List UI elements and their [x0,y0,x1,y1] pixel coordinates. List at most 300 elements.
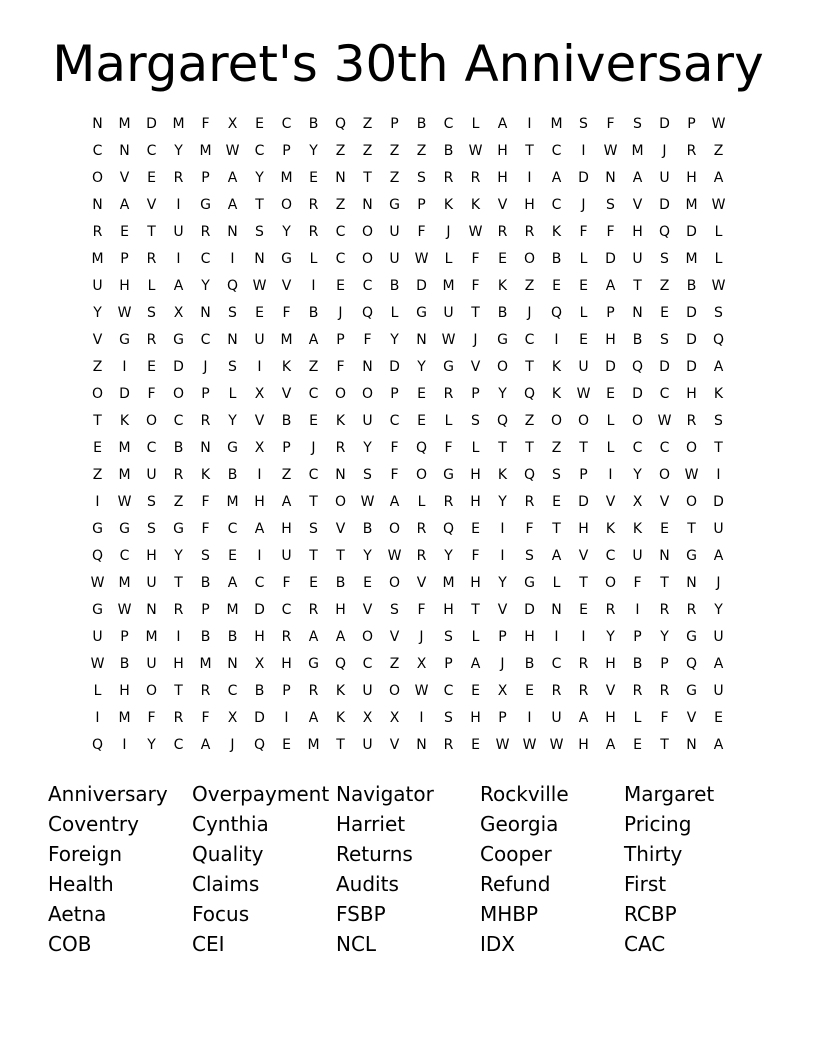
grid-letter: W [441,332,456,348]
grid-letter: I [176,251,181,267]
grid-letter: E [309,575,318,591]
grid-letter: R [335,440,346,456]
word-list-item: Foreign [48,842,123,866]
grid-letter: C [389,413,400,429]
grid-letter: L [714,224,723,240]
grid-letter: R [200,224,211,240]
grid-letter: S [255,224,264,240]
grid-letter: U [362,737,373,753]
grid-letter: U [632,548,643,564]
grid-letter: R [524,494,535,510]
grid-letter: S [228,359,237,375]
grid-letter: L [390,305,399,321]
grid-letter: R [281,629,292,645]
word-list-item: Pricing [624,812,692,836]
grid-letter: Q [226,278,239,294]
grid-letter: E [660,521,669,537]
grid-letter: X [632,494,643,510]
grid-letter: W [414,251,429,267]
grid-letter: I [608,467,613,483]
grid-letter: E [633,737,642,753]
grid-letter: O [145,683,158,699]
grid-letter: Y [174,143,183,159]
grid-letter: E [471,737,480,753]
grid-letter: E [255,116,264,132]
grid-letter: N [605,170,616,186]
grid-letter: Y [606,629,615,645]
grid-letter: S [444,629,453,645]
grid-letter: I [257,359,262,375]
grid-letter: P [471,386,480,402]
grid-letter: O [388,683,401,699]
grid-letter: O [361,629,374,645]
grid-letter: M [442,278,455,294]
grid-letter: Y [714,602,723,618]
grid-letter: J [446,224,451,240]
grid-letter: O [172,386,185,402]
grid-letter: B [497,305,508,321]
grid-letter: J [338,305,343,321]
puzzle-grid [84,111,732,759]
grid-letter: Z [92,359,103,375]
grid-letter: W [360,494,375,510]
grid-letter: T [147,224,156,240]
grid-letter: M [199,656,212,672]
grid-letter: U [362,683,373,699]
word-list-item: CEI [192,932,225,956]
grid-letter: M [118,116,131,132]
grid-letter: A [497,116,508,132]
grid-letter: C [551,656,562,672]
grid-letter: I [122,359,127,375]
grid-letter: S [444,710,453,726]
grid-letter: H [254,494,265,510]
grid-letter: O [388,575,401,591]
grid-letter: D [254,602,265,618]
grid-letter: A [254,521,265,537]
grid-letter: B [173,440,184,456]
grid-letter: C [146,440,157,456]
grid-letter: X [254,386,265,402]
grid-letter: B [254,683,265,699]
grid-letter: A [308,710,319,726]
grid-letter: I [122,737,127,753]
grid-letter: S [417,170,426,186]
grid-letter: H [470,575,481,591]
grid-letter: U [92,278,103,294]
grid-letter: P [579,467,588,483]
grid-letter: R [686,602,697,618]
grid-letter: R [686,143,697,159]
grid-letter: S [471,413,480,429]
grid-letter: Z [335,197,346,213]
grid-letter: A [713,737,724,753]
grid-letter: S [606,197,615,213]
grid-letter: W [549,737,564,753]
grid-letter: V [254,413,265,429]
grid-letter: M [91,251,104,267]
grid-letter: T [471,602,480,618]
grid-letter: N [92,116,103,132]
grid-letter: D [605,359,616,375]
grid-letter: Y [498,494,507,510]
grid-letter: V [362,602,373,618]
grid-letter: E [579,602,588,618]
grid-letter: Y [228,413,237,429]
grid-letter: B [200,575,211,591]
grid-letter: I [527,116,532,132]
word-list-item: Margaret [624,782,715,806]
grid-letter: E [552,278,561,294]
grid-letter: I [419,710,424,726]
grid-letter: M [226,602,239,618]
grid-letter: O [388,521,401,537]
grid-letter: G [173,521,184,537]
grid-letter: K [119,413,130,429]
grid-letter: F [363,332,372,348]
grid-letter: R [200,413,211,429]
grid-letter: W [225,143,240,159]
grid-letter: D [686,359,697,375]
grid-letter: C [200,251,211,267]
grid-letter: Z [389,143,400,159]
grid-letter: H [578,737,589,753]
grid-letter: Q [442,521,455,537]
grid-letter: R [551,683,562,699]
grid-letter: S [363,467,372,483]
grid-letter: T [174,575,183,591]
grid-letter: H [497,170,508,186]
grid-letter: O [523,251,536,267]
grid-letter: J [527,305,532,321]
grid-letter: E [363,575,372,591]
grid-letter: T [336,548,345,564]
grid-letter: R [659,602,670,618]
word-list-item: Anniversary [48,782,168,806]
grid-letter: O [361,251,374,267]
grid-letter: M [145,629,158,645]
grid-letter: B [227,629,238,645]
grid-letter: P [201,602,210,618]
grid-letter: P [633,629,642,645]
grid-letter: P [687,116,696,132]
grid-letter: V [497,602,508,618]
grid-letter: J [203,359,208,375]
grid-letter: D [686,332,697,348]
grid-letter: E [120,224,129,240]
word-list-item: IDX [480,932,515,956]
grid-letter: V [605,494,616,510]
grid-letter: P [498,629,507,645]
grid-letter: E [471,683,480,699]
grid-letter: M [631,143,644,159]
grid-letter: O [685,440,698,456]
grid-letter: I [230,251,235,267]
grid-letter: H [605,332,616,348]
grid-letter: O [685,494,698,510]
grid-letter: Z [389,656,400,672]
grid-letter: E [660,305,669,321]
grid-letter: S [228,305,237,321]
grid-letter: V [281,386,292,402]
grid-letter: R [173,710,184,726]
grid-letter: T [336,737,345,753]
grid-letter: N [416,737,427,753]
grid-letter: P [336,332,345,348]
grid-letter: H [254,629,265,645]
grid-letter: F [147,710,156,726]
grid-letter: Z [524,278,535,294]
word-list-item: Navigator [336,782,434,806]
grid-letter: T [552,521,561,537]
grid-letter: Q [361,305,374,321]
grid-letter: I [257,548,262,564]
grid-letter: D [389,359,400,375]
grid-letter: W [117,602,132,618]
grid-letter: A [551,170,562,186]
grid-letter: M [280,332,293,348]
grid-letter: Y [282,224,291,240]
grid-letter: L [714,251,723,267]
grid-letter: E [147,359,156,375]
grid-letter: E [93,440,102,456]
grid-letter: A [713,656,724,672]
grid-letter: S [660,251,669,267]
grid-letter: E [579,278,588,294]
grid-letter: A [227,170,238,186]
grid-letter: S [633,116,642,132]
grid-letter: T [93,413,102,429]
grid-letter: L [309,251,318,267]
grid-letter: W [90,575,105,591]
grid-letter: A [578,710,589,726]
grid-letter: L [228,386,237,402]
grid-letter: W [603,143,618,159]
grid-letter: R [578,683,589,699]
grid-letter: V [335,521,346,537]
grid-letter: C [173,413,184,429]
grid-letter: P [390,116,399,132]
grid-letter: H [119,278,130,294]
grid-letter: F [471,548,480,564]
grid-letter: X [173,305,184,321]
grid-letter: I [284,710,289,726]
grid-letter: T [660,737,669,753]
grid-letter: R [308,683,319,699]
grid-letter: D [632,386,643,402]
grid-letter: F [201,116,210,132]
grid-letter: Z [362,143,373,159]
grid-letter: T [714,440,723,456]
grid-letter: K [713,386,724,402]
grid-letter: S [147,494,156,510]
grid-letter: M [226,494,239,510]
grid-letter: T [660,575,669,591]
grid-letter: S [714,305,723,321]
grid-letter: T [687,521,696,537]
grid-letter: Q [334,656,347,672]
grid-letter: B [443,143,454,159]
grid-letter: F [525,521,534,537]
grid-letter: G [443,467,454,483]
grid-letter: F [471,251,480,267]
grid-letter: E [417,386,426,402]
grid-letter: P [390,386,399,402]
grid-letter: U [362,413,373,429]
grid-letter: A [200,737,211,753]
grid-letter: N [119,143,130,159]
grid-letter: O [361,224,374,240]
grid-letter: R [659,683,670,699]
grid-letter: K [335,710,346,726]
grid-letter: C [524,332,535,348]
grid-letter: B [389,278,400,294]
grid-letter: E [552,494,561,510]
grid-letter: F [444,440,453,456]
word-list-item: Claims [192,872,260,896]
grid-letter: U [632,251,643,267]
grid-letter: U [281,548,292,564]
grid-letter: H [470,467,481,483]
grid-letter: I [311,278,316,294]
grid-letter: T [579,440,588,456]
word-list-item: COB [48,932,92,956]
grid-letter: X [254,656,265,672]
grid-letter: O [145,413,158,429]
grid-letter: E [255,305,264,321]
grid-letter: U [389,251,400,267]
grid-letter: O [496,359,509,375]
grid-letter: B [416,116,427,132]
grid-letter: A [713,170,724,186]
grid-letter: S [525,548,534,564]
word-list-item: Health [48,872,114,896]
grid-letter: H [578,521,589,537]
word-list-item: First [624,872,667,896]
grid-letter: E [228,548,237,564]
grid-letter: M [118,440,131,456]
grid-letter: P [282,143,291,159]
grid-letter: T [363,170,372,186]
grid-letter: A [551,548,562,564]
grid-letter: B [119,656,130,672]
grid-letter: Z [173,494,184,510]
grid-letter: I [176,197,181,213]
grid-letter: D [578,170,589,186]
grid-letter: N [686,737,697,753]
grid-letter: Z [713,143,724,159]
grid-letter: Y [417,359,426,375]
grid-letter: F [606,116,615,132]
word-list-item: NCL [336,932,377,956]
grid-letter: F [201,710,210,726]
grid-letter: H [470,494,481,510]
grid-letter: F [390,440,399,456]
grid-letter: V [389,629,400,645]
grid-letter: S [552,467,561,483]
grid-letter: U [173,224,184,240]
word-list-item: RCBP [624,902,677,926]
grid-letter: U [146,656,157,672]
word-list-item: Quality [192,842,264,866]
word-list-item: Rockville [480,782,569,806]
grid-letter: G [524,575,535,591]
grid-letter: R [443,170,454,186]
grid-letter: C [443,683,454,699]
grid-letter: N [227,656,238,672]
grid-letter: V [578,548,589,564]
grid-letter: Q [658,224,671,240]
grid-letter: F [606,224,615,240]
grid-letter: Z [308,359,319,375]
grid-letter: L [633,710,642,726]
grid-letter: E [714,710,723,726]
grid-letter: H [281,656,292,672]
grid-letter: A [281,494,292,510]
grid-letter: L [471,440,480,456]
grid-letter: N [92,197,103,213]
grid-letter: A [335,629,346,645]
grid-letter: P [201,170,210,186]
word-list-item: Refund [480,872,551,896]
grid-letter: R [146,332,157,348]
grid-letter: B [551,251,562,267]
grid-letter: R [443,737,454,753]
grid-letter: U [146,467,157,483]
grid-letter: V [632,197,643,213]
grid-letter: O [658,467,671,483]
grid-letter: Q [253,737,266,753]
grid-letter: R [92,224,103,240]
grid-letter: R [173,467,184,483]
grid-letter: U [92,629,103,645]
grid-letter: W [657,413,672,429]
grid-letter: K [605,521,616,537]
grid-letter: G [200,197,211,213]
grid-letter: A [713,359,724,375]
word-list-item: Cynthia [192,812,269,836]
grid-letter: H [497,143,508,159]
grid-letter: D [146,116,157,132]
grid-letter: O [334,386,347,402]
grid-letter: T [255,197,264,213]
grid-letter: R [173,602,184,618]
grid-letter: B [308,116,319,132]
grid-letter: E [606,386,615,402]
grid-letter: P [201,386,210,402]
grid-letter: P [120,251,129,267]
grid-letter: M [172,116,185,132]
grid-letter: C [254,575,265,591]
grid-letter: N [632,305,643,321]
grid-letter: P [444,656,453,672]
grid-letter: X [416,656,427,672]
grid-letter: V [92,332,103,348]
grid-letter: C [362,278,373,294]
grid-letter: Y [201,278,210,294]
grid-letter: F [633,575,642,591]
grid-letter: C [335,251,346,267]
grid-letter: F [417,224,426,240]
grid-letter: I [554,629,559,645]
grid-letter: T [174,683,183,699]
grid-letter: Z [335,143,346,159]
grid-letter: W [90,656,105,672]
grid-letter: B [308,305,319,321]
grid-letter: H [146,548,157,564]
grid-letter: M [685,197,698,213]
grid-letter: A [605,278,616,294]
